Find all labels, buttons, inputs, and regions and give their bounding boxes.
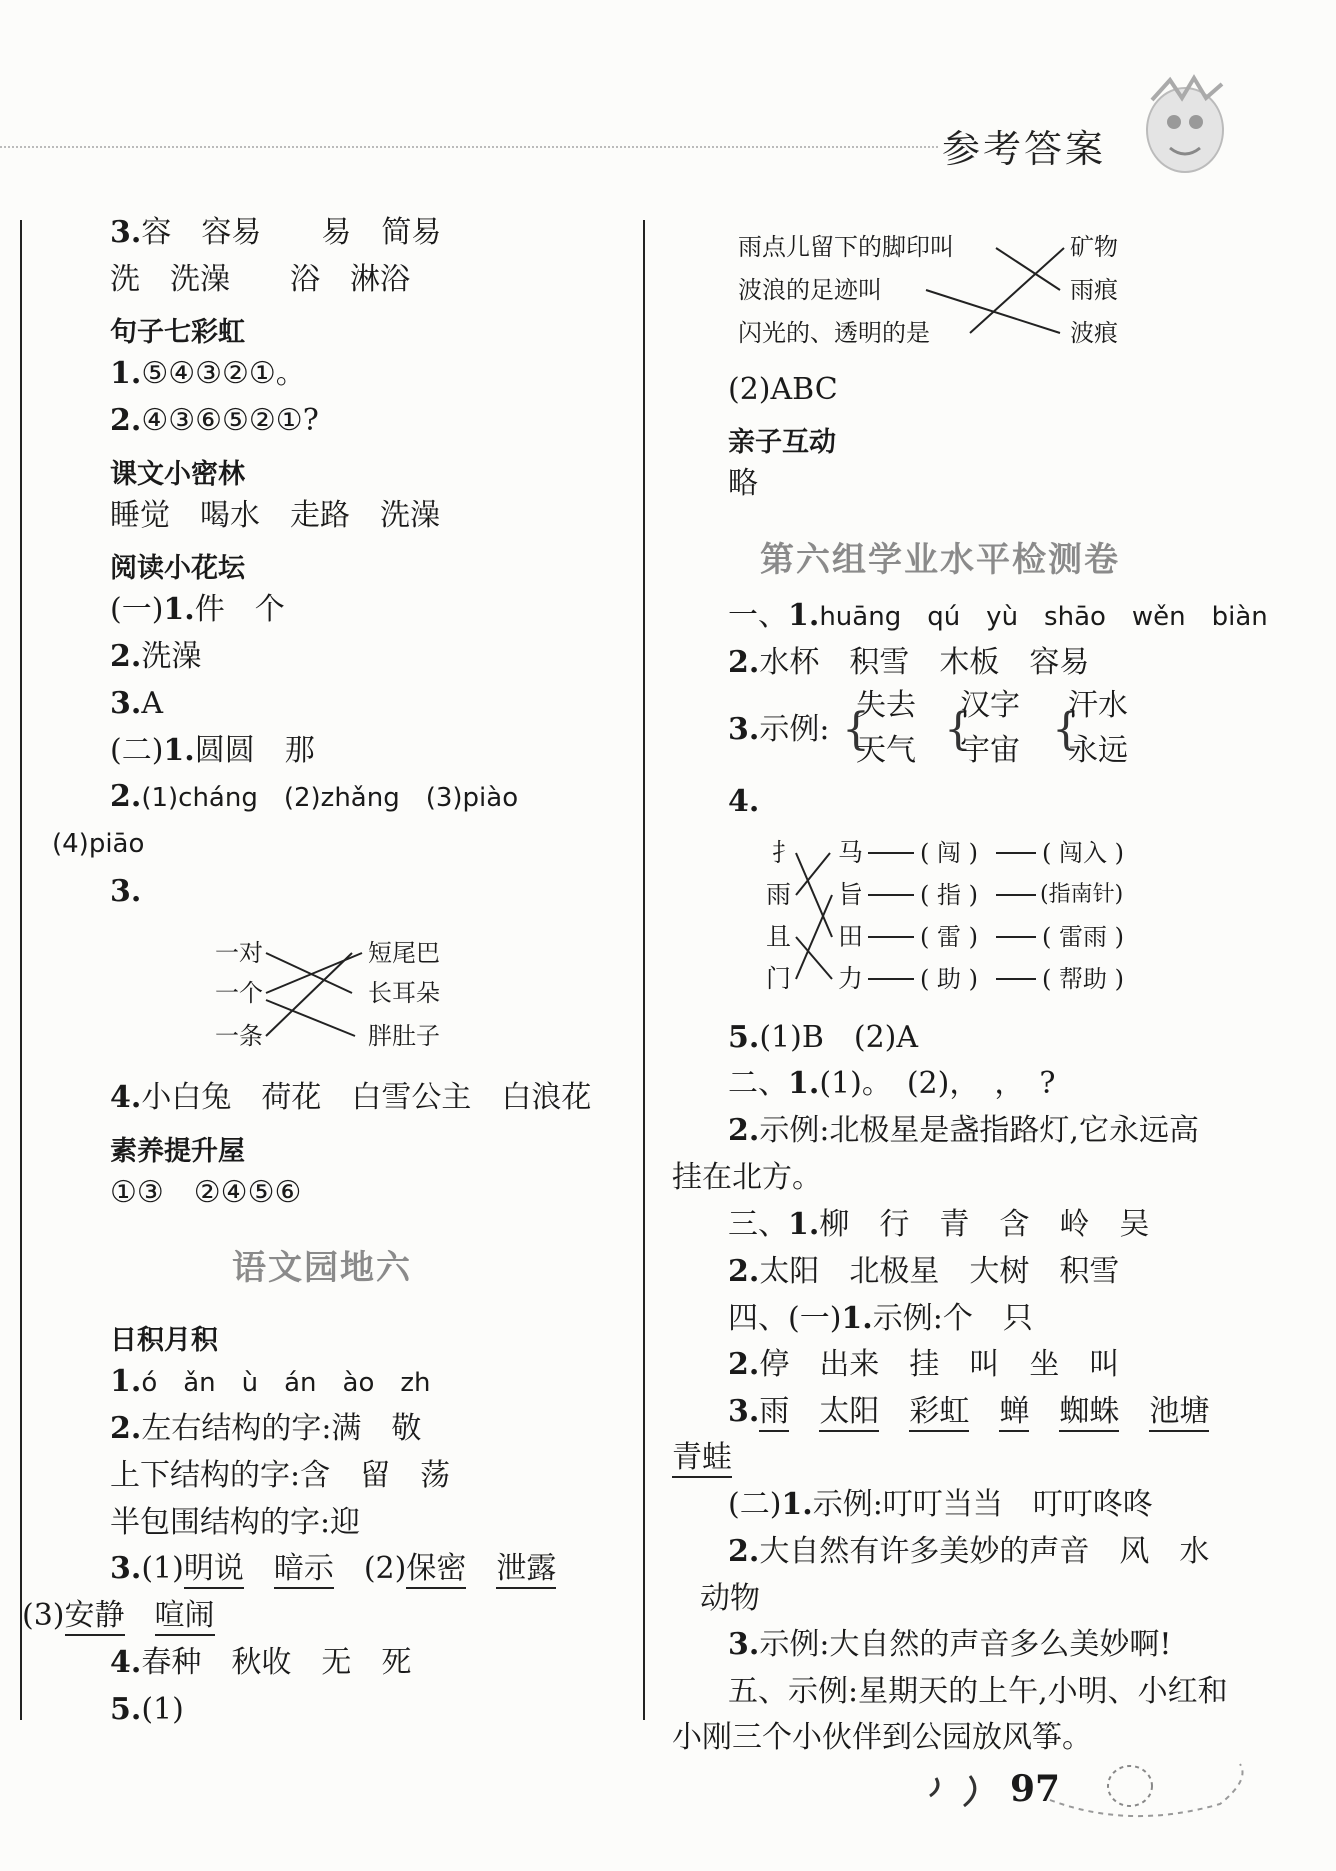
answer-line: 3. bbox=[110, 874, 142, 909]
answer-line: 2.停 出来 挂 叫 坐 叫 bbox=[728, 1347, 1120, 1382]
formed-char: ( 闯 ) bbox=[920, 839, 978, 867]
match-right-item: 短尾巴 bbox=[368, 939, 440, 967]
match-left-item: 一对 bbox=[215, 939, 263, 967]
answer-line: 一、1.huāng qú yù shāo wěn biàn bbox=[728, 598, 1268, 633]
brace: { bbox=[842, 704, 870, 755]
formed-char: ( 助 ) bbox=[920, 965, 978, 993]
answer-line: 五、示例:星期天的上午,小明、小红和 bbox=[728, 1674, 1228, 1709]
char-part: 田 bbox=[838, 922, 864, 951]
section-title: 第六组学业水平检测卷 bbox=[760, 540, 1120, 580]
section-heading: 亲子互动 bbox=[728, 427, 836, 458]
answer-line: 青蛙 bbox=[672, 1440, 732, 1476]
pair-item: 永远 bbox=[1068, 733, 1128, 768]
answer-line: 5.(1) bbox=[110, 1692, 184, 1727]
answer-line: 5.(1)B (2)A bbox=[728, 1020, 919, 1055]
answer-line: 2.水杯 积雪 木板 容易 bbox=[728, 645, 1090, 680]
pair-item: 汗水 bbox=[1068, 688, 1128, 723]
footer-decoration-icon bbox=[930, 1760, 1270, 1840]
section-heading: 阅读小花坛 bbox=[110, 553, 245, 584]
formed-word: ( 雷雨 ) bbox=[1042, 923, 1124, 951]
answer-line: 2.太阳 北极星 大树 积雪 bbox=[728, 1254, 1120, 1289]
answer-line: 略 bbox=[728, 466, 758, 501]
answer-line: 小刚三个小伙伴到公园放风筝。 bbox=[672, 1720, 1092, 1755]
radical: 且 bbox=[766, 922, 792, 951]
formed-word: ( 闯入 ) bbox=[1042, 839, 1124, 867]
answer-line: (3)安静 喧闹 bbox=[22, 1598, 215, 1634]
answer-line: 4. bbox=[728, 784, 760, 819]
answer-line: 1.⑤④③②①。 bbox=[110, 356, 306, 391]
match-left-item: 一个 bbox=[215, 979, 263, 1007]
char-part: 旨 bbox=[838, 880, 864, 909]
brace: { bbox=[1052, 704, 1080, 755]
answer-line: 上下结构的字:含 留 荡 bbox=[110, 1458, 451, 1493]
answer-line: (一)1.件 个 bbox=[110, 592, 285, 627]
answer-line: 3.A bbox=[110, 686, 163, 721]
answer-line: 四、(一)1.示例:个 只 bbox=[728, 1301, 1033, 1336]
section-heading: 句子七彩虹 bbox=[110, 317, 245, 348]
char-part: 力 bbox=[838, 964, 864, 993]
answer-line: 3.示例:大自然的声音多么美妙啊! bbox=[728, 1627, 1172, 1662]
answer-line: 4.春种 秋收 无 死 bbox=[110, 1645, 412, 1680]
answer-line: 2.④③⑥⑤②①? bbox=[110, 403, 319, 438]
pair-item: 天气 bbox=[856, 733, 916, 768]
formed-char: ( 指 ) bbox=[920, 881, 978, 909]
answer-line: 三、1.柳 行 青 含 岭 吴 bbox=[728, 1207, 1150, 1242]
match-left-item: 波浪的足迹叫 bbox=[738, 276, 882, 304]
answer-line: (二)1.示例:叮叮当当 叮叮咚咚 bbox=[728, 1487, 1153, 1522]
page-header-title: 参考答案 bbox=[942, 127, 1107, 171]
brace: { bbox=[944, 704, 972, 755]
section-heading: 课文小密林 bbox=[110, 459, 245, 490]
radical: 门 bbox=[766, 964, 792, 993]
match-left-item: 雨点儿留下的脚印叫 bbox=[738, 233, 954, 261]
radical: 雨 bbox=[766, 880, 792, 909]
answer-line: 2.示例:北极星是盏指路灯,它永远高 bbox=[728, 1113, 1199, 1148]
answer-line: 3.容 容易 易 简易 bbox=[110, 215, 442, 250]
answer-line: 二、1.(1)。 (2)， ， ? bbox=[728, 1066, 1056, 1101]
answer-line: 1.ó ǎn ù án ào zh bbox=[110, 1364, 431, 1399]
section-heading: 日积月积 bbox=[110, 1325, 218, 1356]
page-number: 97 bbox=[1010, 1768, 1061, 1810]
answer-line: ①③ ②④⑤⑥ bbox=[110, 1175, 302, 1210]
answer-line: (4)piāo bbox=[52, 829, 145, 859]
radical: 扌 bbox=[772, 838, 798, 867]
answer-line: 挂在北方。 bbox=[672, 1160, 822, 1195]
answer-line: 洗 洗澡 浴 淋浴 bbox=[110, 262, 410, 297]
answer-line: 2.左右结构的字:满 敬 bbox=[110, 1411, 422, 1446]
match-right-item: 长耳朵 bbox=[368, 979, 440, 1007]
formed-char: ( 雷 ) bbox=[920, 923, 978, 951]
section-title: 语文园地六 bbox=[232, 1248, 412, 1288]
answer-line: 动物 bbox=[700, 1581, 760, 1616]
answer-line: 3.(1)明说 暗示 (2)保密 泄露 bbox=[110, 1551, 556, 1587]
pair-item: 失去 bbox=[856, 688, 916, 723]
answer-line: 3.示例: bbox=[728, 712, 830, 747]
answer-line: 2.(1)cháng (2)zhǎng (3)piào bbox=[110, 779, 519, 814]
answer-line: 4.小白兔 荷花 白雪公主 白浪花 bbox=[110, 1080, 592, 1115]
answer-line: 2.大自然有许多美妙的声音 风 水 bbox=[728, 1534, 1210, 1569]
char-part: 马 bbox=[838, 838, 864, 867]
answer-line: (二)1.圆圆 那 bbox=[110, 733, 315, 768]
formed-word: (指南针) bbox=[1040, 882, 1124, 907]
section-heading: 素养提升屋 bbox=[110, 1136, 245, 1167]
match-left-item: 闪光的、透明的是 bbox=[738, 319, 930, 347]
pair-item: 宇宙 bbox=[960, 733, 1020, 768]
formed-word: ( 帮助 ) bbox=[1042, 965, 1124, 993]
match-right-item: 雨痕 bbox=[1070, 276, 1118, 304]
answer-line: 2.洗澡 bbox=[110, 639, 202, 674]
answer-line: 半包围结构的字:迎 bbox=[110, 1505, 361, 1540]
pair-item: 汉字 bbox=[960, 688, 1020, 723]
match-right-item: 胖肚子 bbox=[368, 1022, 440, 1050]
answer-line: 睡觉 喝水 走路 洗澡 bbox=[110, 498, 440, 533]
match-right-item: 波痕 bbox=[1070, 319, 1118, 347]
match-left-item: 一条 bbox=[215, 1022, 263, 1050]
answer-line: (2)ABC bbox=[728, 372, 838, 407]
match-right-item: 矿物 bbox=[1070, 233, 1118, 261]
answer-line: 3.雨 太阳 彩虹 蝉 蜘蛛 池塘 bbox=[728, 1394, 1209, 1430]
